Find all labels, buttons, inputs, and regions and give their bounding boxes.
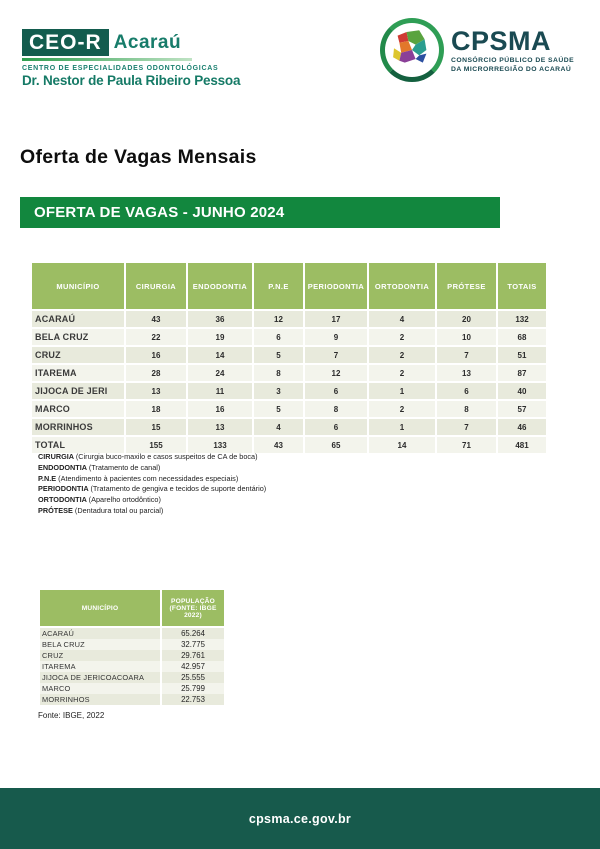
legend-line: [38, 506, 266, 517]
legend-line: [38, 452, 266, 463]
municipio-cell: JIJOCA DE JERICOACOARA: [40, 672, 160, 683]
value-cell: 15: [126, 419, 186, 435]
logo-divider-line: [22, 58, 192, 61]
value-cell: 12: [254, 311, 303, 327]
cpsma-subtitle-line2: DA MICRORREGIÃO DO ACARAÚ: [451, 65, 572, 73]
value-cell: 2: [369, 365, 435, 381]
ceo-r-logo: [22, 29, 240, 88]
value-cell: 17: [305, 311, 367, 327]
value-cell: 2: [369, 401, 435, 417]
vagas-table-header-row: [32, 263, 546, 309]
value-cell: 71: [437, 437, 496, 453]
population-cell: 22.753: [162, 694, 224, 705]
ceo-doctor-name: Dr. Nestor de Paula Ribeiro Pessoa: [22, 73, 241, 88]
value-cell: 8: [305, 401, 367, 417]
cpsma-acronym: CPSMA: [451, 25, 552, 56]
vagas-table-row: [32, 401, 546, 417]
municipio-cell: ACARAÚ: [40, 628, 160, 639]
value-cell: 14: [188, 347, 252, 363]
value-cell: 14: [369, 437, 435, 453]
legend-line: [38, 495, 266, 506]
municipio-cell: ITAREMA: [32, 365, 124, 381]
municipio-cell: JIJOCA DE JERI: [32, 383, 124, 399]
legend-term: PERIODONTIA: [38, 484, 91, 494]
value-cell: 1: [369, 383, 435, 399]
vagas-table-row: [32, 437, 546, 453]
value-cell: 132: [498, 311, 546, 327]
value-cell: 481: [498, 437, 546, 453]
population-table-row: [40, 672, 224, 683]
value-cell: 6: [305, 383, 367, 399]
ceo-logo-row: [22, 29, 240, 56]
population-table-row: [40, 683, 224, 694]
value-cell: 12: [305, 365, 367, 381]
vagas-table-row: [32, 365, 546, 381]
value-cell: 6: [305, 419, 367, 435]
municipio-cell: CRUZ: [40, 650, 160, 661]
vagas-column-header: MUNICÍPIO: [32, 263, 124, 309]
footer-url: cpsma.ce.gov.br: [248, 811, 352, 826]
value-cell: 9: [305, 329, 367, 345]
value-cell: 4: [254, 419, 303, 435]
municipio-cell: ACARAÚ: [32, 311, 124, 327]
value-cell: 65: [305, 437, 367, 453]
ceo-acronym-badge: CEO-R: [22, 29, 109, 56]
legend-description: (Atendimento à pacientes com necessidades especiais): [58, 473, 239, 483]
value-cell: 13: [188, 419, 252, 435]
value-cell: 155: [126, 437, 186, 453]
value-cell: 2: [369, 329, 435, 345]
value-cell: 2: [369, 347, 435, 363]
municipio-cell: BELA CRUZ: [32, 329, 124, 345]
municipio-cell: BELA CRUZ: [40, 639, 160, 650]
value-cell: 16: [126, 347, 186, 363]
value-cell: 18: [126, 401, 186, 417]
value-cell: 6: [254, 329, 303, 345]
population-column-header: MUNICÍPIO: [40, 590, 160, 628]
page-title: Oferta de Vagas Mensais: [20, 146, 257, 168]
cpsma-text-block: [451, 25, 575, 73]
vagas-table-row: [32, 347, 546, 363]
value-cell: 43: [254, 437, 303, 453]
value-cell: 22: [126, 329, 186, 345]
value-cell: 5: [254, 401, 303, 417]
source-note: Fonte: IBGE, 2022: [38, 711, 105, 720]
municipio-cell: ITAREMA: [40, 661, 160, 672]
population-column-header: POPULAÇÃO (FONTE: IBGE 2022): [162, 590, 224, 628]
value-cell: 43: [126, 311, 186, 327]
value-cell: 68: [498, 329, 546, 345]
vagas-column-header: PRÓTESE: [437, 263, 496, 309]
municipio-cell: CRUZ: [32, 347, 124, 363]
map-regions-graphic: [385, 23, 439, 77]
value-cell: 4: [369, 311, 435, 327]
value-cell: 20: [437, 311, 496, 327]
value-cell: 40: [498, 383, 546, 399]
vagas-table-row: [32, 419, 546, 435]
population-cell: 42.957: [162, 661, 224, 672]
legend-description: (Tratamento de gengiva e tecidos de suporte dentário): [90, 484, 267, 494]
municipio-cell: MORRINHOS: [40, 694, 160, 705]
value-cell: 87: [498, 365, 546, 381]
value-cell: 13: [437, 365, 496, 381]
population-table-row: [40, 650, 224, 661]
municipio-cell: MARCO: [32, 401, 124, 417]
value-cell: 24: [188, 365, 252, 381]
legend-line: [38, 484, 266, 495]
vagas-column-header: P.N.E: [254, 263, 303, 309]
ceo-city-name: Acaraú: [113, 32, 182, 53]
value-cell: 5: [254, 347, 303, 363]
value-cell: 46: [498, 419, 546, 435]
value-cell: 133: [188, 437, 252, 453]
cpsma-subtitle-line1: CONSÓRCIO PÚBLICO DE SAÚDE: [451, 56, 575, 64]
vagas-table-row: [32, 383, 546, 399]
value-cell: 10: [437, 329, 496, 345]
value-cell: 19: [188, 329, 252, 345]
legend-term: ENDODONTIA: [38, 462, 89, 472]
vagas-column-header: CIRURGIA: [126, 263, 186, 309]
legend-line: [38, 474, 266, 485]
municipio-cell: MARCO: [40, 683, 160, 694]
legend-line: [38, 463, 266, 474]
value-cell: 1: [369, 419, 435, 435]
cpsma-map-icon: [380, 18, 444, 82]
population-table-header-row: [40, 590, 224, 628]
municipio-cell: TOTAL: [32, 437, 124, 453]
month-banner: OFERTA DE VAGAS - JUNHO 2024: [20, 197, 500, 228]
legend-description: (Tratamento de canal): [88, 462, 161, 472]
ceo-subtitle: CENTRO DE ESPECIALIDADES ODONTOLÓGICAS: [22, 65, 219, 72]
vagas-column-header: ORTODONTIA: [369, 263, 435, 309]
value-cell: 11: [188, 383, 252, 399]
population-table-head: [40, 590, 224, 628]
specialty-legend: [38, 452, 266, 517]
population-cell: 25.799: [162, 683, 224, 694]
vagas-column-header: ENDODONTIA: [188, 263, 252, 309]
value-cell: 3: [254, 383, 303, 399]
population-cell: 25.555: [162, 672, 224, 683]
legend-description: (Cirurgia buco-maxilo e casos suspeitos de CA de boca): [75, 452, 258, 461]
vagas-table-body: [32, 311, 546, 453]
value-cell: 51: [498, 347, 546, 363]
value-cell: 57: [498, 401, 546, 417]
legend-term: ORTODONTIA: [38, 495, 89, 505]
cpsma-logo: [380, 18, 574, 82]
vagas-table: [30, 261, 548, 455]
vagas-table-head: [32, 263, 546, 309]
population-table-row: [40, 639, 224, 650]
value-cell: 7: [305, 347, 367, 363]
legend-description: (Dentadura total ou parcial): [74, 505, 164, 515]
population-cell: 32.775: [162, 639, 224, 650]
municipio-cell: MORRINHOS: [32, 419, 124, 435]
legend-term: PRÓTESE: [38, 505, 75, 515]
legend-term: P.N.E: [38, 473, 59, 483]
value-cell: 16: [188, 401, 252, 417]
population-table: [38, 590, 226, 705]
value-cell: 6: [437, 383, 496, 399]
population-table-row: [40, 694, 224, 705]
value-cell: 36: [188, 311, 252, 327]
legend-description: (Aparelho ortodôntico): [88, 495, 161, 505]
footer-bar: [0, 788, 600, 849]
population-table-row: [40, 661, 224, 672]
value-cell: 28: [126, 365, 186, 381]
value-cell: 7: [437, 419, 496, 435]
population-table-row: [40, 628, 224, 639]
vagas-column-header: PERIODONTIA: [305, 263, 367, 309]
vagas-column-header: TOTAIS: [498, 263, 546, 309]
population-cell: 29.761: [162, 650, 224, 661]
population-table-body: [40, 628, 224, 705]
legend-term: CIRURGIA: [38, 452, 76, 461]
vagas-table-row: [32, 311, 546, 327]
value-cell: 8: [437, 401, 496, 417]
value-cell: 13: [126, 383, 186, 399]
value-cell: 7: [437, 347, 496, 363]
population-cell: 65.264: [162, 628, 224, 639]
value-cell: 8: [254, 365, 303, 381]
vagas-table-row: [32, 329, 546, 345]
